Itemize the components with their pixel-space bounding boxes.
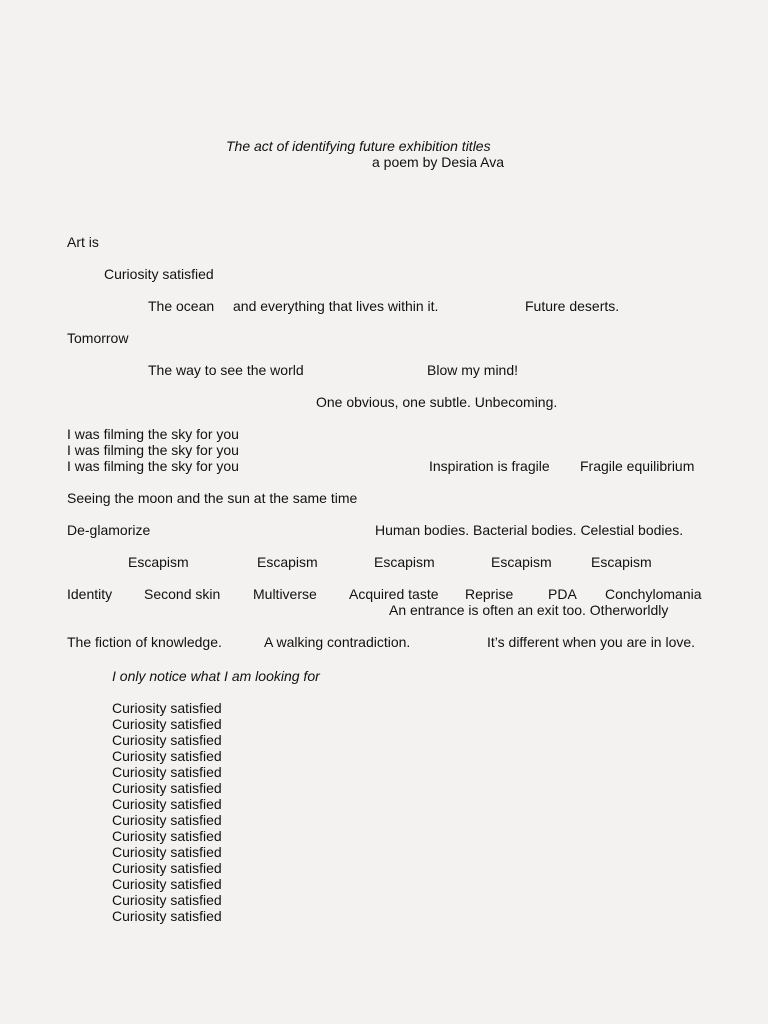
- line-conchylomania: Conchylomania: [605, 586, 702, 602]
- line-curiosity-repeat: Curiosity satisfied: [112, 908, 222, 924]
- line-the-ocean: The ocean: [148, 298, 215, 314]
- line-inspiration: Inspiration is fragile: [429, 458, 550, 474]
- line-moon-sun: Seeing the moon and the sun at the same time: [67, 490, 358, 506]
- line-bodies: Human bodies. Bacterial bodies. Celestial bodies.: [375, 522, 684, 538]
- line-curiosity-repeat: Curiosity satisfied: [112, 700, 222, 716]
- line-escapism-3: Escapism: [374, 554, 435, 570]
- curiosity-repeat-stanza: [112, 700, 222, 924]
- poem-byline: a poem by Desia Ava: [372, 154, 505, 170]
- line-escapism-1: Escapism: [128, 554, 189, 570]
- line-curiosity-repeat: Curiosity satisfied: [112, 732, 222, 748]
- filming-stanza: [67, 426, 239, 474]
- line-pda: PDA: [548, 586, 577, 602]
- line-blow-my-mind: Blow my mind!: [427, 362, 519, 378]
- line-curiosity-repeat: Curiosity satisfied: [112, 892, 222, 908]
- line-curiosity-repeat: Curiosity satisfied: [112, 764, 222, 780]
- line-in-love: It’s different when you are in love.: [487, 634, 696, 650]
- line-escapism-5: Escapism: [591, 554, 652, 570]
- line-entrance: An entrance is often an exit too. Otherworldly: [389, 602, 669, 618]
- line-reprise: Reprise: [465, 586, 514, 602]
- line-curiosity-repeat: Curiosity satisfied: [112, 796, 222, 812]
- line-multiverse: Multiverse: [253, 586, 317, 602]
- line-curiosity-repeat: Curiosity satisfied: [112, 860, 222, 876]
- line-curiosity-repeat: Curiosity satisfied: [112, 828, 222, 844]
- line-tomorrow: Tomorrow: [67, 330, 129, 346]
- line-curiosity-repeat: Curiosity satisfied: [112, 812, 222, 828]
- line-escapism-2: Escapism: [257, 554, 318, 570]
- line-acquired-taste: Acquired taste: [349, 586, 439, 602]
- line-one-obvious: One obvious, one subtle. Unbecoming.: [316, 394, 558, 410]
- line-identity: Identity: [67, 586, 113, 602]
- line-curiosity-repeat: Curiosity satisfied: [112, 780, 222, 796]
- line-filming-1: I was filming the sky for you: [67, 426, 239, 442]
- line-walking: A walking contradiction.: [264, 634, 411, 650]
- line-future-deserts: Future deserts.: [525, 298, 620, 314]
- line-art-is: Art is: [67, 234, 99, 250]
- line-deglamorize: De-glamorize: [67, 522, 151, 538]
- line-filming-2: I was filming the sky for you: [67, 442, 239, 458]
- line-escapism-4: Escapism: [491, 554, 552, 570]
- line-everything-lives: and everything that lives within it.: [233, 298, 439, 314]
- line-curiosity-repeat: Curiosity satisfied: [112, 876, 222, 892]
- line-curiosity-repeat: Curiosity satisfied: [112, 716, 222, 732]
- line-way-to-see: The way to see the world: [148, 362, 304, 378]
- line-curiosity-repeat: Curiosity satisfied: [112, 748, 222, 764]
- line-fiction: The fiction of knowledge.: [67, 634, 222, 650]
- poem-title: The act of identifying future exhibition titles: [226, 138, 491, 154]
- line-curiosity-satisfied: Curiosity satisfied: [104, 266, 214, 282]
- line-filming-3: I was filming the sky for you: [67, 458, 239, 474]
- line-curiosity-repeat: Curiosity satisfied: [112, 844, 222, 860]
- line-second-skin: Second skin: [144, 586, 221, 602]
- line-fragile-equilibrium: Fragile equilibrium: [580, 458, 695, 474]
- line-notice: I only notice what I am looking for: [112, 668, 320, 684]
